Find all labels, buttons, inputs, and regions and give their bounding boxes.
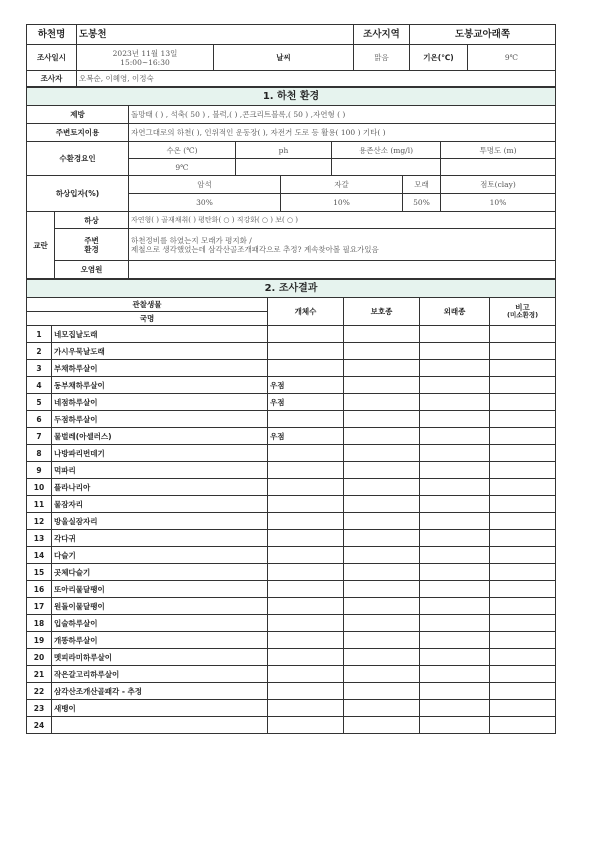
- alien-species-cell: [420, 700, 490, 717]
- water-value-do: [332, 159, 441, 176]
- alien-species-cell: [420, 411, 490, 428]
- species-name: 플라나리아: [52, 479, 268, 496]
- species-name: 두점하루살이: [52, 411, 268, 428]
- survey-date-line1: 2023년 11월 13일: [112, 48, 178, 58]
- row-number: 13: [27, 530, 52, 547]
- note-cell: [490, 411, 556, 428]
- alien-species-cell: [420, 717, 490, 734]
- species-count: [268, 411, 344, 428]
- survey-site-label: 조사지역: [354, 25, 410, 45]
- protected-species-cell: [344, 428, 420, 445]
- alien-species-cell: [420, 479, 490, 496]
- protected-species-cell: [344, 530, 420, 547]
- substrate-header-sand: 모래: [403, 176, 441, 194]
- survey-site-value: 도봉교아래쪽: [410, 25, 556, 45]
- note-cell: [490, 615, 556, 632]
- table-row: [27, 581, 556, 598]
- species-count: [268, 547, 344, 564]
- alien-species-cell: [420, 547, 490, 564]
- species-name: 네모집날도래: [52, 326, 268, 343]
- results-body: [27, 326, 556, 734]
- protected-species-cell: [344, 717, 420, 734]
- alien-species-cell: [420, 394, 490, 411]
- alien-species-header: 외래종: [420, 298, 490, 326]
- row-number: 3: [27, 360, 52, 377]
- species-count: [268, 615, 344, 632]
- row-number: 19: [27, 632, 52, 649]
- alien-species-cell: [420, 683, 490, 700]
- levee-label: 제방: [27, 106, 129, 124]
- species-name: 새뱅이: [52, 700, 268, 717]
- note-cell: [490, 598, 556, 615]
- note-cell: [490, 700, 556, 717]
- table-row: [27, 530, 556, 547]
- protected-species-cell: [344, 615, 420, 632]
- row-number: 24: [27, 717, 52, 734]
- table-row: [27, 632, 556, 649]
- protected-species-cell: [344, 462, 420, 479]
- surroundings-text: [129, 229, 556, 261]
- species-count: [268, 683, 344, 700]
- row-number: 10: [27, 479, 52, 496]
- surroundings-line2: 제철으로 생각했었는데 삼각산골조개패각으로 추정? 계속찾아볼 필요가있음: [131, 244, 379, 254]
- alien-species-cell: [420, 632, 490, 649]
- surroundings-label: [55, 229, 129, 261]
- substrate-value-sand: 50%: [403, 194, 441, 212]
- row-number: 9: [27, 462, 52, 479]
- species-name: 부채하루살이: [52, 360, 268, 377]
- table-row: [27, 360, 556, 377]
- surroundings-label-line2: 환경: [84, 244, 99, 254]
- row-number: 6: [27, 411, 52, 428]
- weather-label: 날씨: [214, 45, 354, 71]
- table-row: [27, 547, 556, 564]
- protected-species-cell: [344, 564, 420, 581]
- substrate-label: 하상입자(%): [27, 176, 129, 212]
- row-number: 4: [27, 377, 52, 394]
- note-cell: [490, 394, 556, 411]
- note-cell: [490, 326, 556, 343]
- section-title-river-environment: 1. 하천 환경: [27, 88, 556, 106]
- note-cell: [490, 462, 556, 479]
- species-name: 또아리물달팽이: [52, 581, 268, 598]
- water-header-do: 용존산소 (mg/l): [332, 142, 441, 159]
- row-number: 16: [27, 581, 52, 598]
- temperature-value: 9℃: [468, 45, 556, 71]
- protected-species-cell: [344, 598, 420, 615]
- protected-species-cell: [344, 343, 420, 360]
- species-name: 나방파리번데기: [52, 445, 268, 462]
- species-name: 네점하루살이: [52, 394, 268, 411]
- survey-sheet: [26, 24, 555, 734]
- species-name: 방울실잠자리: [52, 513, 268, 530]
- alien-species-cell: [420, 581, 490, 598]
- alien-species-cell: [420, 445, 490, 462]
- table-row: [27, 496, 556, 513]
- water-value-temp: 9℃: [129, 159, 236, 176]
- species-count: 우점: [268, 428, 344, 445]
- species-count: [268, 717, 344, 734]
- species-count: [268, 564, 344, 581]
- substrate-value-rock: 30%: [129, 194, 281, 212]
- note-cell: [490, 479, 556, 496]
- species-count: [268, 581, 344, 598]
- water-value-ph: [236, 159, 332, 176]
- river-name-label: 하천명: [27, 25, 77, 45]
- row-number: 1: [27, 326, 52, 343]
- survey-date-line2: 15:00~16:30: [120, 57, 170, 67]
- protected-species-cell: [344, 683, 420, 700]
- row-number: 12: [27, 513, 52, 530]
- table-row: [27, 564, 556, 581]
- levee-text: 돌망태 ( ) , 석축( 50 ) , 블럭,( ) ,콘크리트블록,( 50 ) ,자연형 ( ): [129, 106, 556, 124]
- row-number: 2: [27, 343, 52, 360]
- row-number: 14: [27, 547, 52, 564]
- temperature-label: 기온(℃): [410, 45, 468, 71]
- substrate-header-gravel: 자갈: [281, 176, 403, 194]
- row-number: 23: [27, 700, 52, 717]
- table-row: [27, 462, 556, 479]
- note-cell: [490, 530, 556, 547]
- section-title-survey-results: 2. 조사결과: [27, 280, 556, 298]
- water-environment-label: 수환경요인: [27, 142, 129, 176]
- table-row: [27, 343, 556, 360]
- table-row: [27, 598, 556, 615]
- species-count: [268, 530, 344, 547]
- species-name: 곳체다슬기: [52, 564, 268, 581]
- species-name: 물잠자리: [52, 496, 268, 513]
- water-header-ph: ph: [236, 142, 332, 159]
- note-cell: [490, 581, 556, 598]
- note-cell: [490, 649, 556, 666]
- alien-species-cell: [420, 598, 490, 615]
- species-name: 가시우묵날도래: [52, 343, 268, 360]
- alien-species-cell: [420, 615, 490, 632]
- note-cell: [490, 666, 556, 683]
- species-name: 입술하루살이: [52, 615, 268, 632]
- row-number: 8: [27, 445, 52, 462]
- species-name: [52, 717, 268, 734]
- species-name: 개똥하루살이: [52, 632, 268, 649]
- row-number: 11: [27, 496, 52, 513]
- water-header-transparency: 투명도 (m): [441, 142, 556, 159]
- weather-value: 맑음: [354, 45, 410, 71]
- streambed-text: 자연형( ) 골재채취( ) 평탄화( ○ ) 직강화( ○ ) 보( ○ ): [129, 212, 556, 229]
- note-cell: [490, 377, 556, 394]
- protected-species-cell: [344, 360, 420, 377]
- row-number: 22: [27, 683, 52, 700]
- protected-species-cell: [344, 496, 420, 513]
- surveyor-value: 오복순, 이혜영, 이정숙: [77, 71, 556, 87]
- alien-species-cell: [420, 564, 490, 581]
- species-count: [268, 343, 344, 360]
- row-number: 7: [27, 428, 52, 445]
- alien-species-cell: [420, 513, 490, 530]
- alien-species-cell: [420, 326, 490, 343]
- table-row: [27, 615, 556, 632]
- species-name: 동부채하루살이: [52, 377, 268, 394]
- protected-species-cell: [344, 326, 420, 343]
- table-row: [27, 394, 556, 411]
- table-row: [27, 445, 556, 462]
- surveyor-label: 조사자: [27, 71, 77, 87]
- land-use-label: 주변토지이용: [27, 124, 129, 142]
- pollution-source-text: [129, 261, 556, 279]
- note-cell: [490, 343, 556, 360]
- note-cell: [490, 496, 556, 513]
- protected-species-cell: [344, 632, 420, 649]
- table-row: [27, 513, 556, 530]
- species-count: [268, 632, 344, 649]
- substrate-header-rock: 암석: [129, 176, 281, 194]
- alien-species-cell: [420, 462, 490, 479]
- alien-species-cell: [420, 343, 490, 360]
- protected-species-cell: [344, 445, 420, 462]
- organism-header: 관찰생물: [27, 298, 268, 312]
- survey-date-value: [77, 45, 214, 71]
- surroundings-line1: 하천정비를 하였는지 모래가 평지화 /: [131, 235, 252, 245]
- substrate-value-clay: 10%: [441, 194, 556, 212]
- species-name: 먹파리: [52, 462, 268, 479]
- protected-species-cell: [344, 411, 420, 428]
- species-name: 삼각산조개산골패각 - 추정: [52, 683, 268, 700]
- alien-species-cell: [420, 649, 490, 666]
- alien-species-cell: [420, 530, 490, 547]
- alien-species-cell: [420, 377, 490, 394]
- river-name-value: 도봉천: [77, 25, 354, 45]
- note-header-line1: 비고: [515, 303, 530, 313]
- protected-species-cell: [344, 513, 420, 530]
- species-count: [268, 496, 344, 513]
- note-cell: [490, 564, 556, 581]
- species-count: [268, 479, 344, 496]
- species-count: 우점: [268, 394, 344, 411]
- row-number: 15: [27, 564, 52, 581]
- alien-species-cell: [420, 360, 490, 377]
- protected-species-cell: [344, 666, 420, 683]
- protected-species-cell: [344, 479, 420, 496]
- species-name: 다슬기: [52, 547, 268, 564]
- water-value-transparency: [441, 159, 556, 176]
- note-cell: [490, 360, 556, 377]
- note-cell: [490, 632, 556, 649]
- water-header-temp: 수온 (℃): [129, 142, 236, 159]
- land-use-text: 자연그대로의 하천( ), 인위적인 운동장( ), 자전거 도로 등 활용( 100 ) 기타( ): [129, 124, 556, 142]
- row-number: 18: [27, 615, 52, 632]
- note-cell: [490, 547, 556, 564]
- protected-species-cell: [344, 547, 420, 564]
- species-name: 멧피라미하루살이: [52, 649, 268, 666]
- row-number: 17: [27, 598, 52, 615]
- survey-date-label: 조사일시: [27, 45, 77, 71]
- alien-species-cell: [420, 428, 490, 445]
- header-table: [26, 24, 556, 87]
- row-number: 21: [27, 666, 52, 683]
- species-count: [268, 326, 344, 343]
- protected-species-header: 보호종: [344, 298, 420, 326]
- alien-species-cell: [420, 496, 490, 513]
- species-count: [268, 598, 344, 615]
- row-number: 20: [27, 649, 52, 666]
- streambed-label: 하상: [55, 212, 129, 229]
- species-count: [268, 513, 344, 530]
- protected-species-cell: [344, 649, 420, 666]
- table-row: [27, 649, 556, 666]
- species-count: [268, 360, 344, 377]
- species-name: 원돌이물달팽이: [52, 598, 268, 615]
- table-row: [27, 428, 556, 445]
- table-row: [27, 479, 556, 496]
- row-number: 5: [27, 394, 52, 411]
- table-row: [27, 411, 556, 428]
- substrate-header-clay: 점토(clay): [441, 176, 556, 194]
- pollution-source-label: 오염원: [55, 261, 129, 279]
- note-cell: [490, 428, 556, 445]
- surroundings-label-line1: 주변: [84, 235, 99, 245]
- protected-species-cell: [344, 700, 420, 717]
- alien-species-cell: [420, 666, 490, 683]
- table-row: [27, 717, 556, 734]
- species-name: 물벌레(아셀러스): [52, 428, 268, 445]
- species-count: [268, 649, 344, 666]
- protected-species-cell: [344, 394, 420, 411]
- table-row: [27, 326, 556, 343]
- species-name: 각다귀: [52, 530, 268, 547]
- disturbance-label: [27, 212, 55, 279]
- river-environment-table: [26, 87, 556, 279]
- note-cell: [490, 445, 556, 462]
- count-header: 개체수: [268, 298, 344, 326]
- species-count: 우점: [268, 377, 344, 394]
- species-count: [268, 666, 344, 683]
- note-header: [490, 298, 556, 326]
- species-count: [268, 445, 344, 462]
- note-cell: [490, 717, 556, 734]
- table-row: [27, 377, 556, 394]
- table-row: [27, 700, 556, 717]
- substrate-value-gravel: 10%: [281, 194, 403, 212]
- species-name: 작은갈고리하루살이: [52, 666, 268, 683]
- note-cell: [490, 683, 556, 700]
- disturbance-label-text: 교란: [33, 240, 48, 250]
- species-name-header: 국명: [27, 312, 268, 326]
- table-row: [27, 666, 556, 683]
- protected-species-cell: [344, 581, 420, 598]
- note-cell: [490, 513, 556, 530]
- protected-species-cell: [344, 377, 420, 394]
- survey-results-table: [26, 279, 556, 734]
- note-header-line2: (미소환경): [506, 311, 539, 320]
- species-count: [268, 700, 344, 717]
- table-row: [27, 683, 556, 700]
- species-count: [268, 462, 344, 479]
